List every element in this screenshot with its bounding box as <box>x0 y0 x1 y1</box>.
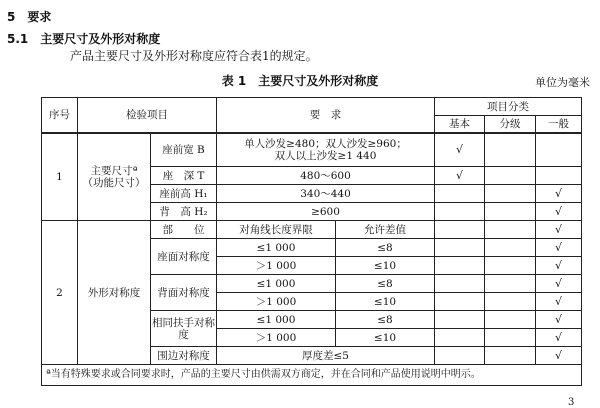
diagonal-value: ＞1 000 <box>217 293 336 311</box>
requirement-cell: 厚度差≤5 <box>217 347 435 365</box>
check-mark: √ <box>536 221 582 239</box>
item-name: 相同扶手对称度 <box>151 311 217 347</box>
requirement-line: 双人以上沙发≥1 440 <box>274 149 377 162</box>
requirement-cell: 480～600 <box>217 167 435 185</box>
check-mark: √ <box>435 167 485 185</box>
tolerance-value: ≤10 <box>336 293 435 311</box>
subsection-heading: 5.1 主要尺寸及外形对称度 <box>7 32 161 46</box>
check-mark: √ <box>536 203 582 221</box>
diagonal-header: 对角线长度界限 <box>217 221 336 239</box>
check-mark: √ <box>536 293 582 311</box>
tolerance-value: ≤8 <box>336 311 435 329</box>
group-label-main: 主要尺寸ª <box>90 164 138 177</box>
header-no: 序号 <box>42 98 78 133</box>
group-label: 外形对称度 <box>78 221 151 365</box>
header-item: 检验项目 <box>78 98 217 133</box>
dimension-table <box>41 97 582 386</box>
item-name: 座前宽 B <box>151 133 217 167</box>
requirement-cell: 340～440 <box>217 185 435 203</box>
row-number: 1 <box>42 133 78 221</box>
requirement-cell <box>217 133 435 167</box>
table-footnote: ª当有特殊要求或合同要求时，产品的主要尺寸由供需双方商定，并在合同和产品使用说明中明示。 <box>42 365 582 386</box>
header-general: 一般 <box>536 116 582 133</box>
tolerance-value: ≤8 <box>336 275 435 293</box>
header-basic: 基本 <box>435 116 485 133</box>
item-name: 围边对称度 <box>151 347 217 365</box>
diagonal-value: ≤1 000 <box>217 275 336 293</box>
section-heading: 5 要求 <box>7 10 52 24</box>
row-number: 2 <box>42 221 78 365</box>
check-mark: √ <box>536 185 582 203</box>
tolerance-value: ≤10 <box>336 329 435 347</box>
part-header: 部 位 <box>151 221 217 239</box>
intro-paragraph: 产品主要尺寸及外形对称度应符合表1的规定。 <box>70 49 318 63</box>
check-mark: √ <box>536 239 582 257</box>
unit-label: 单位为毫米 <box>535 76 590 89</box>
header-requirement: 要 求 <box>217 98 435 133</box>
requirement-line: 单人沙发≥480；双人沙发≥960； <box>244 137 407 150</box>
item-name: 座前高 H₁ <box>151 185 217 203</box>
diagonal-value: ＞1 000 <box>217 329 336 347</box>
check-mark: √ <box>536 329 582 347</box>
check-mark: √ <box>435 133 485 167</box>
item-name: 背面对称度 <box>151 275 217 311</box>
check-mark: √ <box>536 311 582 329</box>
header-grade: 分级 <box>485 116 536 133</box>
tolerance-value: ≤10 <box>336 257 435 275</box>
item-name: 座面对称度 <box>151 239 217 275</box>
check-mark: √ <box>536 275 582 293</box>
check-mark: √ <box>536 347 582 365</box>
check-mark: √ <box>536 257 582 275</box>
item-name: 座 深 T <box>151 167 217 185</box>
table-row <box>42 133 582 167</box>
tolerance-value: ≤8 <box>336 239 435 257</box>
item-name: 背 高 H₂ <box>151 203 217 221</box>
diagonal-value: ＞1 000 <box>217 257 336 275</box>
page-number: 3 <box>568 397 575 408</box>
diagonal-value: ≤1 000 <box>217 311 336 329</box>
diagonal-value: ≤1 000 <box>217 239 336 257</box>
tolerance-header: 允许差值 <box>336 221 435 239</box>
requirement-cell: ≥600 <box>217 203 435 221</box>
header-category: 项目分类 <box>435 98 582 116</box>
table-row <box>42 221 582 239</box>
table-caption: 表 1 主要尺寸及外形对称度 <box>221 74 379 88</box>
group-label <box>78 133 151 221</box>
group-label-sub: （功能尺寸） <box>82 176 146 189</box>
